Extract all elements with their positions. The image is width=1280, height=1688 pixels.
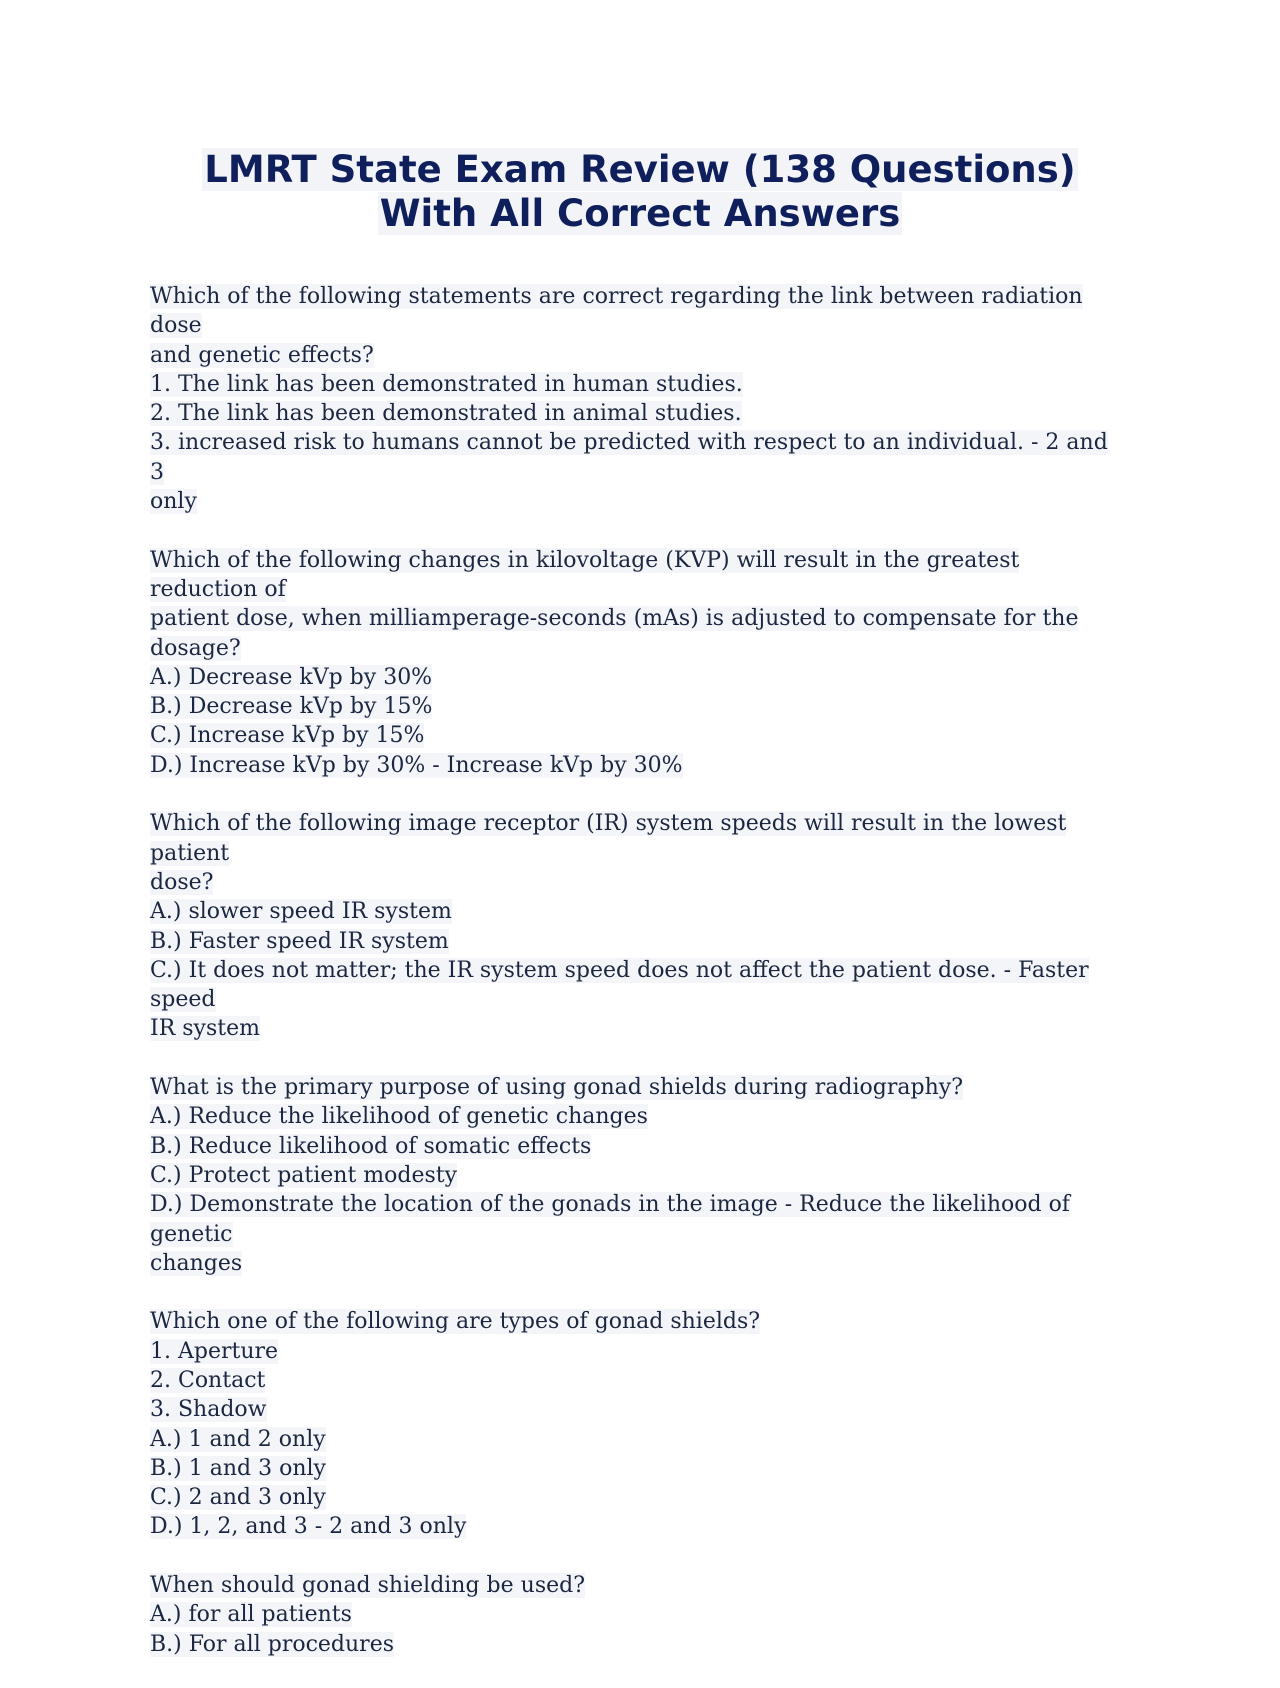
option-line: B.) Decrease kVp by 15% <box>150 694 433 720</box>
option-line: A.) Decrease kVp by 30% <box>150 664 433 690</box>
question-list <box>150 282 1120 1688</box>
answer-line: IR system <box>150 1016 260 1042</box>
question-line: dosage? <box>150 635 241 661</box>
question-line: Which of the following image receptor (IR) system speeds will result in the lowest patient <box>150 811 1067 866</box>
option-line: B.) 1 and 3 only <box>150 1455 326 1481</box>
option-line: A.) slower speed IR system <box>150 899 452 925</box>
question-block-1 <box>150 282 1120 516</box>
question-block-4 <box>150 1073 1120 1278</box>
option-line: A.) for all patients <box>150 1602 352 1628</box>
document-title <box>150 148 1130 236</box>
question-block-6 <box>150 1571 1120 1659</box>
option-line: C.) 2 and 3 only <box>150 1485 326 1511</box>
question-line: and genetic effects? <box>150 342 374 368</box>
question-block-5 <box>150 1307 1120 1541</box>
answer-line: only <box>150 489 197 515</box>
question-block-3 <box>150 809 1120 1043</box>
option-line: 3. increased risk to humans cannot be predicted with respect to an individual. - 2 and 3 <box>150 430 1108 485</box>
option-line: B.) Faster speed IR system <box>150 928 449 954</box>
question-line: When should gonad shielding be used? <box>150 1573 586 1599</box>
question-line: What is the primary purpose of using gonad shields during radiography? <box>150 1075 963 1101</box>
question-line: Which of the following statements are correct regarding the link between radiation dose <box>150 284 1083 339</box>
option-line: B.) For all procedures <box>150 1631 394 1657</box>
option-line: B.) Reduce likelihood of somatic effects <box>150 1133 592 1159</box>
question-line: Which one of the following are types of gonad shields? <box>150 1309 761 1335</box>
title-line-2: With All Correct Answers <box>379 192 901 235</box>
answer-line: changes <box>150 1250 243 1276</box>
answer-line: D.) 1, 2, and 3 - 2 and 3 only <box>150 1514 467 1540</box>
question-line: Which of the following changes in kilovoltage (KVP) will result in the greatest reduction of <box>150 547 1020 602</box>
option-line: A.) 1 and 2 only <box>150 1426 326 1452</box>
option-line: A.) Reduce the likelihood of genetic changes <box>150 1104 648 1130</box>
option-line: C.) It does not matter; the IR system speed does not affect the patient dose. - Faster speed <box>150 957 1089 1013</box>
option-line: 2. Contact <box>150 1367 266 1393</box>
option-line: D.) Demonstrate the location of the gonads in the image - Reduce the likelihood of genetic <box>150 1192 1070 1247</box>
option-line: 3. Shadow <box>150 1397 267 1423</box>
question-line: dose? <box>150 869 214 895</box>
title-line-1: LMRT State Exam Review (138 Questions) <box>204 148 1076 191</box>
option-line: 1. The link has been demonstrated in human studies. <box>150 371 743 397</box>
option-line: C.) Increase kVp by 15% <box>150 723 425 749</box>
question-block-2 <box>150 546 1120 780</box>
option-line: 2. The link has been demonstrated in animal studies. <box>150 401 742 427</box>
question-line: patient dose, when milliamperage-seconds (mAs) is adjusted to compensate for the <box>150 606 1079 632</box>
answer-line: D.) Increase kVp by 30% - Increase kVp by 30% <box>150 752 683 778</box>
option-line: C.) Protect patient modesty <box>150 1162 458 1188</box>
option-line: 1. Aperture <box>150 1338 279 1364</box>
